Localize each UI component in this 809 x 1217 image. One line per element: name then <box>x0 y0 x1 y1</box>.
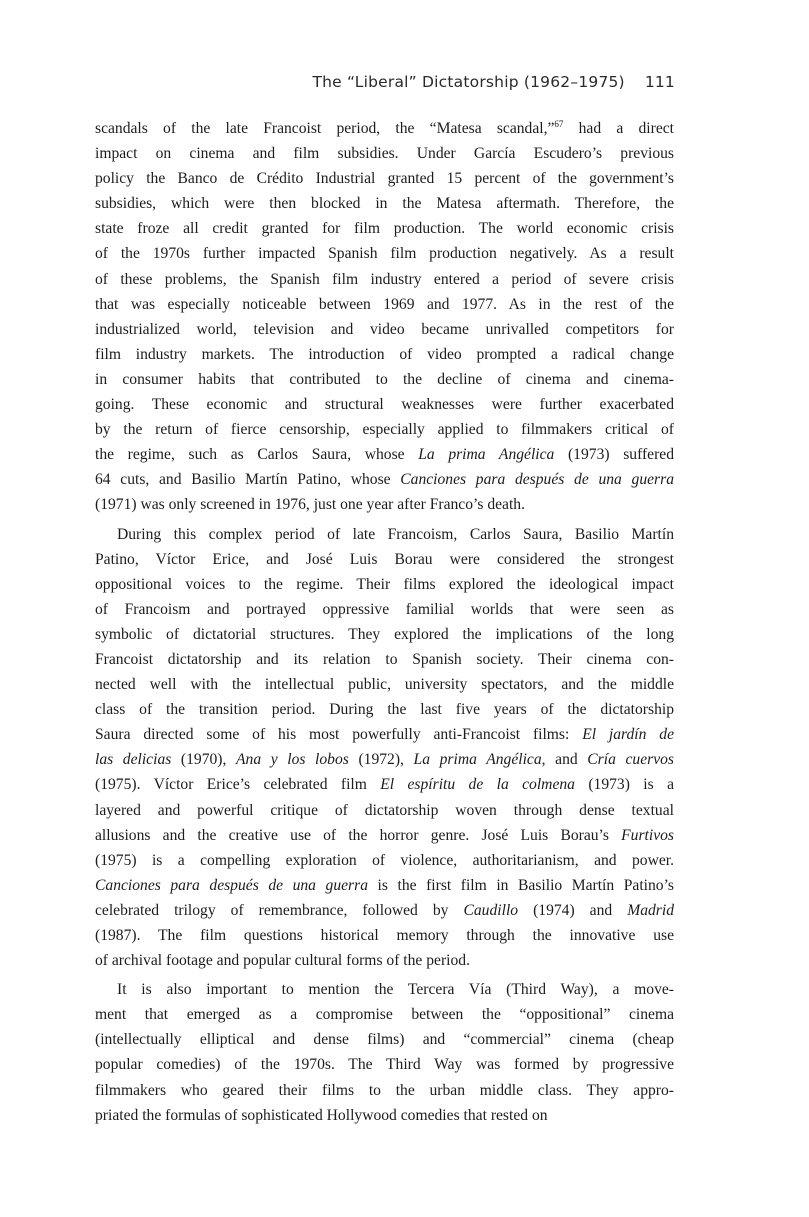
text-segment: popular comedies) of the 1970s. The Third Way was formed by progressive <box>95 1056 674 1074</box>
text-line <box>95 647 674 672</box>
text-segment: by the return of fierce censorship, especially applied to filmmakers critical of <box>95 421 674 439</box>
text-segment: priated the formulas of sophisticated Hollywood comedies that rested on <box>95 1106 548 1124</box>
text-line <box>95 1002 674 1027</box>
text-segment: It is also important to mention the Tercera Vía (Third Way), a move- <box>117 981 674 999</box>
text-line <box>95 873 674 898</box>
footnote-marker: 67 <box>554 118 564 129</box>
text-line <box>95 141 674 166</box>
text-segment: (1987). The film questions historical memory through the innovative use <box>95 927 674 944</box>
text-segment: is the first film in Basilio Martín Patino’s <box>368 876 674 894</box>
text-segment: layered and powerful critique of dictatorship woven through dense textual <box>95 801 674 819</box>
text-segment: (1971) was only screened in 1976, just one year after Franco’s death. <box>95 496 525 514</box>
paragraph <box>95 977 674 1128</box>
text-line <box>95 442 674 467</box>
text-line <box>95 367 674 392</box>
text-segment: celebrated trilogy of remembrance, followed by <box>95 901 464 919</box>
text-segment: of the 1970s further impacted Spanish film production negatively. As a result <box>95 245 674 263</box>
text-line <box>95 342 674 367</box>
text-segment: (1973) suffered <box>554 446 674 464</box>
text-segment: had a direct <box>563 120 674 137</box>
text-segment: (1974) and <box>518 901 628 919</box>
italic-title: Furtivos <box>621 826 674 844</box>
paragraph <box>95 116 674 518</box>
text-segment: symbolic of dictatorial structures. They explored the implications of the long <box>95 625 674 643</box>
text-line <box>95 1078 674 1103</box>
text-line <box>95 823 674 848</box>
text-line <box>95 798 674 823</box>
body-text <box>95 116 674 1128</box>
text-segment: Patino, Víctor Erice, and José Luis Borau were considered the strongest <box>95 550 674 568</box>
italic-title: El espíritu de la colmena <box>380 776 575 794</box>
text-segment: subsidies, which were then blocked in the Matesa aftermath. Therefore, the <box>95 195 674 213</box>
text-line <box>95 467 674 492</box>
text-line <box>95 392 674 417</box>
italic-title: Caudillo <box>463 901 519 919</box>
text-segment: scandals of the late Francoist period, the “Matesa scandal,” <box>95 120 555 137</box>
text-segment: During this complex period of late Francoism, Carlos Saura, Basilio Martín <box>117 525 674 543</box>
text-line <box>95 267 674 292</box>
text-segment: Saura directed some of his most powerfully anti-Francoist films: <box>95 726 583 744</box>
italic-title: Madrid <box>627 901 674 919</box>
text-line <box>95 923 674 948</box>
text-line <box>95 977 674 1002</box>
text-line <box>95 166 674 191</box>
text-line <box>95 697 674 722</box>
text-segment: Francoist dictatorship and its relation to Spanish society. Their cinema con- <box>95 650 674 668</box>
text-segment: filmmakers who geared their films to the urban middle class. They appro- <box>95 1081 674 1099</box>
text-segment: (intellectually elliptical and dense films) and “commercial” cinema (cheap <box>95 1031 674 1049</box>
text-segment: (1975) is a compelling exploration of violence, authoritarianism, and power. <box>95 851 674 869</box>
paragraph <box>95 522 674 974</box>
text-segment: class of the transition period. During the last five years of the dictatorship <box>95 701 674 719</box>
text-line <box>95 948 674 973</box>
text-segment: of archival footage and popular cultural forms of the period. <box>95 952 470 970</box>
italic-title: Ana y los lobos <box>236 751 349 769</box>
text-segment: ment that emerged as a compromise between the “oppositional” cinema <box>95 1006 674 1024</box>
text-line <box>95 622 674 647</box>
text-line <box>95 747 674 772</box>
text-segment: the regime, such as Carlos Saura, whose <box>95 446 419 464</box>
text-segment: allusions and the creative use of the horror genre. José Luis Borau’s <box>95 826 622 844</box>
text-segment: industrialized world, television and video became unrivalled competitors for <box>95 320 674 338</box>
text-segment: nected well with the intellectual public, university spectators, and the middle <box>95 676 674 694</box>
italic-title: Cría cuervos <box>587 751 674 769</box>
text-segment: policy the Banco de Crédito Industrial granted 15 percent of the government’s <box>95 170 674 188</box>
italic-title: El jardín de <box>582 726 675 744</box>
text-segment: impact on cinema and film subsidies. Under García Escudero’s previous <box>95 145 674 163</box>
text-line <box>95 1052 674 1077</box>
text-line <box>95 772 674 797</box>
text-line <box>95 191 674 216</box>
text-segment: of these problems, the Spanish film industry entered a period of severe crisis <box>95 270 674 288</box>
text-line <box>95 672 674 697</box>
text-line <box>95 417 674 442</box>
text-line <box>95 597 674 622</box>
running-head <box>95 73 675 91</box>
text-line <box>95 522 674 547</box>
text-line <box>95 116 674 141</box>
text-segment: (1973) is a <box>574 776 675 794</box>
text-line <box>95 572 674 597</box>
text-line <box>95 1103 674 1128</box>
italic-title: Canciones para después de una guerra <box>95 876 368 894</box>
text-line <box>95 547 674 572</box>
text-segment: oppositional voices to the regime. Their films explored the ideological impact <box>95 575 674 593</box>
italic-title: Canciones para después de una guerra <box>400 471 674 489</box>
text-segment: , and <box>541 751 588 769</box>
text-segment: (1975). Víctor Erice’s celebrated film <box>95 776 381 794</box>
text-segment: (1970), <box>171 751 236 769</box>
text-line <box>95 898 674 923</box>
text-line <box>95 492 674 517</box>
text-line <box>95 241 674 266</box>
running-head-title: The “Liberal” Dictatorship (1962–1975) <box>312 73 625 91</box>
text-segment: (1972), <box>348 751 414 769</box>
italic-title: La prima Angélica <box>413 751 542 769</box>
text-line <box>95 722 674 747</box>
text-segment: 64 cuts, and Basilio Martín Patino, whose <box>95 471 401 489</box>
text-segment: state froze all credit granted for film production. The world economic crisis <box>95 220 674 238</box>
text-segment: in consumer habits that contributed to the decline of cinema and cinema- <box>95 370 674 388</box>
italic-title: las delicias <box>95 751 172 769</box>
page-number: 111 <box>644 73 675 91</box>
italic-title: La prima Angélica <box>418 446 555 464</box>
text-line <box>95 317 674 342</box>
text-line <box>95 848 674 873</box>
text-line <box>95 1027 674 1052</box>
text-line <box>95 292 674 317</box>
text-line <box>95 216 674 241</box>
text-segment: going. These economic and structural weaknesses were further exacerbated <box>95 396 674 414</box>
text-segment: film industry markets. The introduction of video prompted a radical change <box>95 345 674 363</box>
text-segment: that was especially noticeable between 1969 and 1977. As in the rest of the <box>95 295 674 313</box>
text-segment: of Francoism and portrayed oppressive familial worlds that were seen as <box>95 600 674 618</box>
